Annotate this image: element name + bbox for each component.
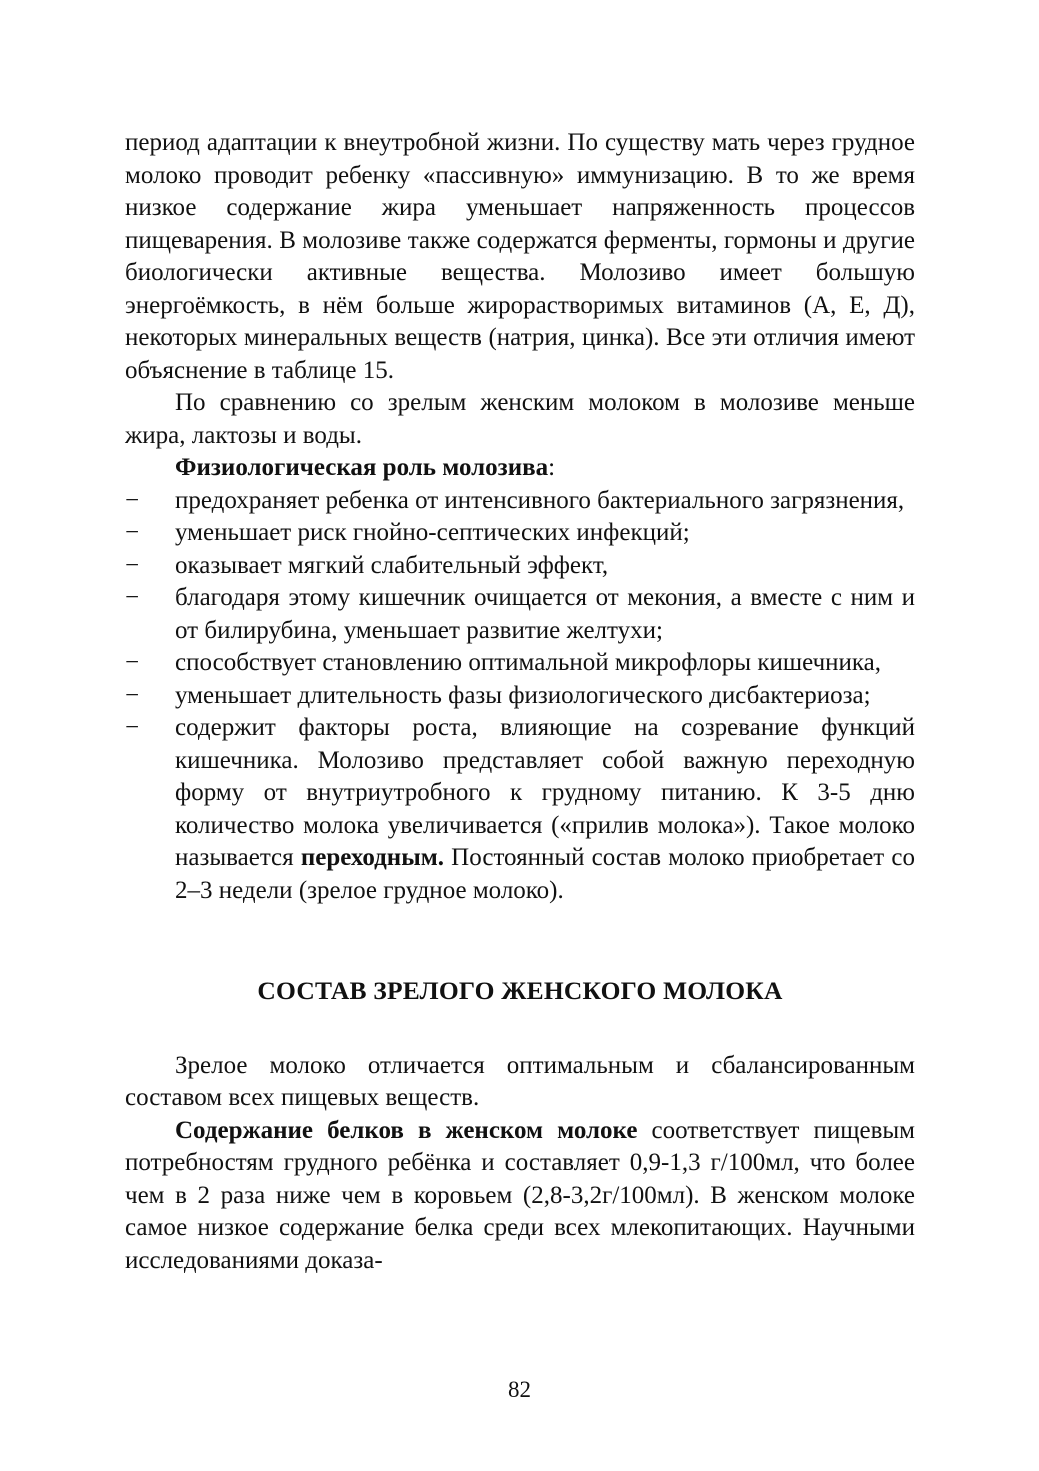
dash-bullet: −: [125, 551, 140, 579]
section-paragraph-1: Зрелое молоко отличается оптимальным и сбалансированным составом всех пищевых веществ.: [125, 1051, 915, 1111]
dash-bullet: −: [125, 584, 140, 611]
protein-content-term: Содержание белков в женском молоке: [175, 1116, 638, 1144]
list-item-text: оказывает мягкий слабительный эффект,: [175, 551, 609, 579]
page-number: 82: [508, 1377, 531, 1402]
intro-paragraph-2: По сравнению со зрелым женским молоком в молозиве меньше жира, лактозы и воды.: [125, 389, 915, 449]
page-body: [125, 127, 915, 1277]
list-item: [125, 647, 915, 680]
role-heading: Физиологическая роль молозива: [175, 454, 549, 481]
dash-bullet: −: [125, 681, 140, 709]
dash-bullet: −: [125, 714, 140, 741]
section-paragraph-2-text: соответствует пищевым потребностям грудного ребёнка и составляет 0,9-1,3 г/100мл, что более чем в 2 раза ниже чем в коровьем (2,8-3,2г/100мл). В женском молоке самое низкое содержание белка среди всех млекопитающих. Научными исследованиями доказа-: [125, 1116, 915, 1274]
dash-bullet: −: [125, 649, 140, 676]
role-heading-line: [125, 452, 915, 485]
list-item: [125, 582, 915, 647]
list-item-text-before: содержит факторы роста, влияющие на созревание функций кишечника. Молозиво представляет собой важную переходную форму от внутриутробного к грудному питанию. К 3-5 дню количество молока увеличивается («прилив молока»). Такое молоко называется: [175, 714, 915, 871]
list-item: [125, 485, 915, 518]
dash-bullet: −: [125, 519, 140, 546]
section-title: СОСТАВ ЗРЕЛОГО ЖЕНСКОГО МОЛОКА: [257, 976, 783, 1005]
section-paragraph-2: [125, 1115, 915, 1278]
list-item-text: уменьшает длительность фазы физиологического дисбактериоза;: [175, 681, 871, 709]
list-item: [125, 712, 915, 907]
list-item: [125, 550, 915, 583]
list-item-text: благодаря этому кишечник очищается от мекония, а вместе с ним и от билирубина, уменьшает развитие желтухи;: [175, 584, 915, 644]
list-item-text: предохраняет ребенка от интенсивного бактериального загрязнения,: [175, 486, 905, 514]
intro-paragraph-1: период адаптации к внеутробной жизни. По существу мать через грудное молоко проводит ребенку «пассивную» иммунизацию. В то же время низкое содержание жира уменьшает напряженность процессов пищеварения. В молозиве также содержатся ферменты, гормоны и другие биологически активные вещества. Молозиво имеет большую энергоёмкость, в нём больше жирорастворимых витаминов (А, Е, Д), некоторых минеральных веществ (натрия, цинка). Все эти отличия имеют объяснение в таблице 15.: [125, 129, 915, 384]
dash-bullet: −: [125, 486, 140, 514]
list-item-text: уменьшает риск гнойно-септических инфекций;: [175, 519, 690, 546]
list-item: [125, 517, 915, 550]
list-item-bold-term: переходным.: [300, 844, 444, 871]
list-item: [125, 680, 915, 713]
role-heading-colon: :: [548, 454, 556, 481]
list-item-text-after: Постоянный состав молоко приобретает со 2–3 недели (зрелое грудное молоко).: [175, 844, 915, 904]
list-item-text: способствует становлению оптимальной микрофлоры кишечника,: [175, 649, 882, 676]
role-list: [125, 485, 915, 908]
